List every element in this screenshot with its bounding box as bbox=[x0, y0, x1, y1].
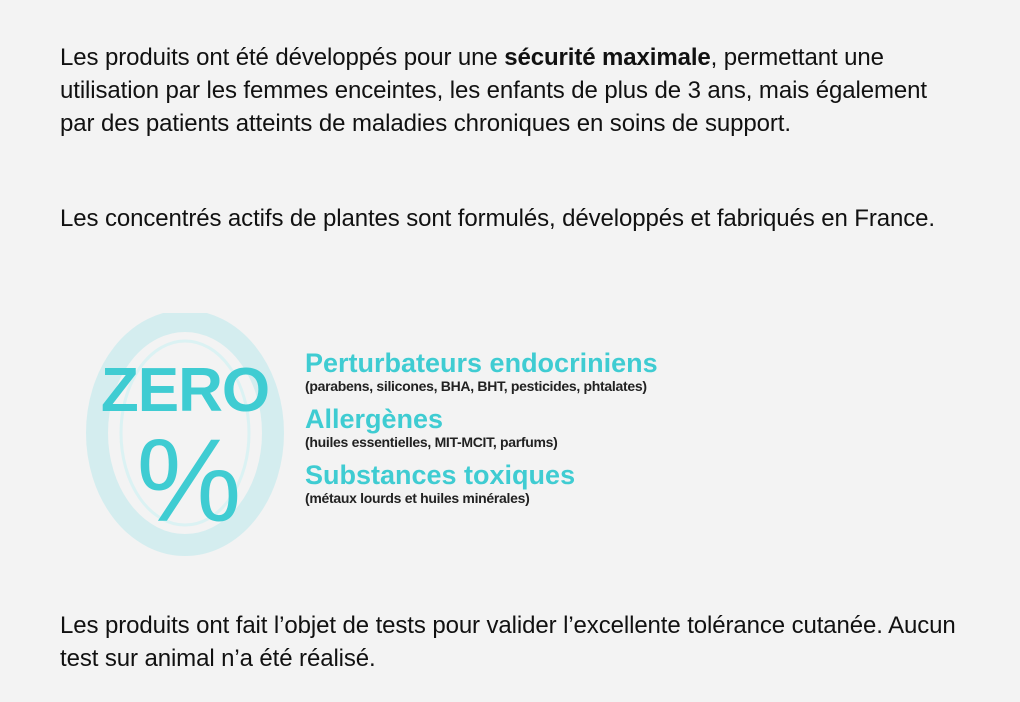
claim-title: Allergènes bbox=[305, 404, 444, 434]
claim-detail: (huiles essentielles, MIT-MCIT, parfums) bbox=[305, 434, 558, 450]
zero-percent-logo bbox=[85, 313, 285, 563]
tolerance-paragraph: Les produits ont fait l’objet de tests pour valider l’excellente tolérance cutanée. Aucun test sur animal n’a été réalisé. bbox=[60, 612, 956, 672]
claim-detail: (métaux lourds et huiles minérales) bbox=[305, 490, 530, 506]
claim-title: Substances toxiques bbox=[305, 460, 576, 490]
claim-item-allergens bbox=[305, 404, 905, 451]
origin-paragraph: Les concentrés actifs de plantes sont formulés, développés et fabriqués en France. bbox=[60, 205, 935, 232]
safety-text-end: , permettant une utilisation par les femmes enceintes, les enfants de plus de 3 ans, mais également par des patients atteints de maladies chroniques en soins de support. bbox=[60, 44, 927, 137]
zero-logo-percent: % bbox=[136, 415, 242, 547]
claim-detail: (parabens, silicones, BHA, BHT, pesticides, phtalates) bbox=[305, 378, 647, 394]
safety-paragraph bbox=[60, 41, 960, 140]
claim-item-endocrine bbox=[305, 348, 905, 395]
zero-claims-list bbox=[305, 348, 905, 516]
zero-logo-word: ZERO bbox=[100, 356, 270, 425]
claim-item-toxic bbox=[305, 460, 905, 507]
safety-highlight: sécurité maximale bbox=[504, 44, 711, 71]
claim-title: Perturbateurs endocriniens bbox=[305, 348, 658, 378]
safety-text-start: Les produits ont été développés pour une bbox=[60, 44, 505, 71]
